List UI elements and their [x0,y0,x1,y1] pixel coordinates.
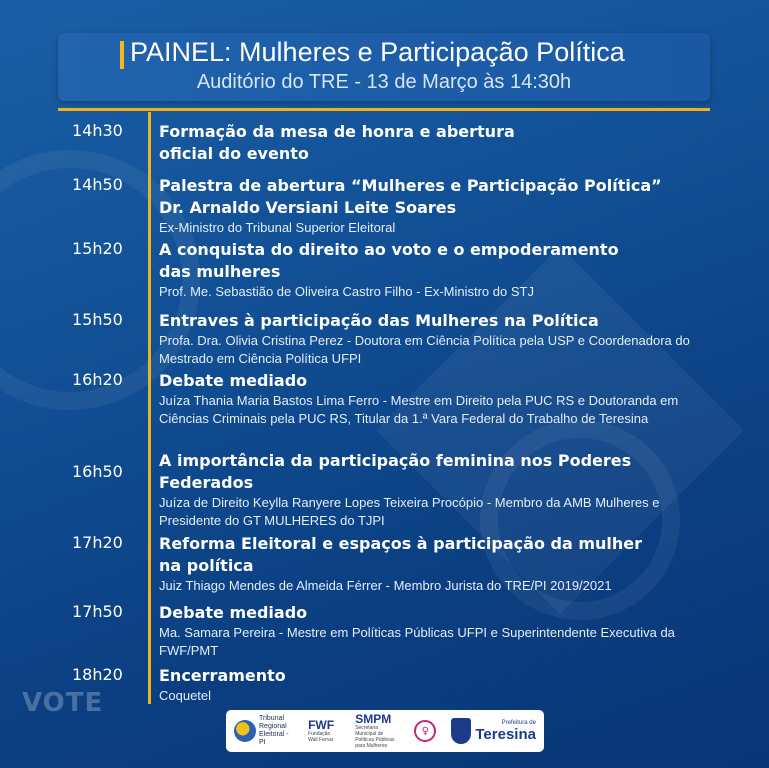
schedule-title-line2: Dr. Arnaldo Versiani Leite Soares [159,198,457,217]
schedule-time: 16h50 [72,462,123,481]
prefeitura-label: Prefeitura de [501,720,536,726]
header-panel [58,33,710,101]
schedule-time: 17h50 [72,602,123,621]
schedule-time: 18h20 [72,665,123,684]
schedule-time: 14h50 [72,175,123,194]
schedule-time: 16h20 [72,370,123,389]
schedule-title: A conquista do direito ao voto e o empoderamento [159,240,619,259]
schedule-title: A importância da participação feminina nos Poderes [159,451,632,470]
schedule-description: Juíza de Direito Keylla Ranyere Lopes Teixeira Procópio - Membro da AMB Mulheres e Presidente do GT MULHERES do TJPI [159,495,660,528]
tre-emblem-icon [234,720,256,742]
tre-logo [234,715,293,747]
schedule-time: 15h20 [72,239,123,258]
schedule-title-line2: Federados [159,473,254,492]
schedule-description: Ma. Samara Pereira - Mestre em Políticas Públicas UFPI e Superintendente Executiva da FWF/PMT [159,625,675,658]
schedule-title: Encerramento [159,666,286,685]
fwf-logo-text: FWF [308,718,335,732]
sponsor-logos-bar [226,710,544,752]
schedule-description: Ex-Ministro do Tribunal Superior Eleitoral [159,220,396,235]
women-badge-icon: ♀ [414,720,436,742]
timeline-line [148,112,151,704]
schedule-description: Juíza Thania Maria Bastos Lima Ferro - Mestre em Direito pela PUC RS e Doutoranda em Ciências Criminais pela PUC RS, Titular da 1.ª Vara Federal do Trabalho de Teresina [159,393,679,426]
tre-logo-text: Tribunal Regional Eleitoral - PI [259,715,289,746]
schedule-title: Debate mediado [159,371,308,390]
schedule-description: Juiz Thiago Mendes de Almeida Férrer - Membro Jurista do TRE/PI 2019/2021 [159,578,612,593]
schedule-time: 15h50 [72,310,123,329]
page-subtitle: Auditório do TRE - 13 de Março às 14:30h [196,71,572,93]
schedule-title: Debate mediado [159,603,308,622]
teresina-crest-icon [451,718,471,744]
schedule-description: Prof. Me. Sebastião de Oliveira Castro Filho - Ex-Ministro do STJ [159,284,534,299]
vote-watermark: VOTE [22,688,104,718]
header-divider [58,108,710,111]
schedule-title-line2: das mulheres [159,262,281,281]
smpm-logo [355,713,399,749]
schedule-time: 14h30 [72,121,123,140]
schedule-title: Palestra de abertura “Mulheres e Participação Política” [159,176,662,195]
schedule-title-line2: oficial do evento [159,144,309,163]
title-accent-bar [120,41,124,69]
schedule-time: 17h20 [72,533,123,552]
women-badge-logo [414,720,436,742]
schedule-title-line2: na política [159,556,254,575]
schedule-title: Reforma Eleitoral e espaços à participação da mulher [159,534,643,553]
fwf-logo [308,719,340,743]
smpm-logo-text: SMPM [355,712,392,726]
schedule-title: Entraves à participação das Mulheres na Política [159,311,599,330]
teresina-label: Teresina [475,726,536,743]
schedule-description: Profa. Dra. Olivia Cristina Perez - Doutora em Ciência Política pela USP e Coordenadora do Mestrado em Ciência Política UFPI [159,333,690,366]
prefeitura-teresina-logo [451,718,536,744]
schedule-description: Coquetel [159,688,212,703]
page-title: PAINEL: Mulheres e Participação Política [130,37,625,67]
schedule-title: Formação da mesa de honra e abertura [159,122,515,141]
smpm-logo-subtext: Secretaria Municipal de Políticas Públicas para Mulheres [355,725,395,749]
fwf-logo-subtext: Fundação Wall Ferraz [308,731,334,743]
